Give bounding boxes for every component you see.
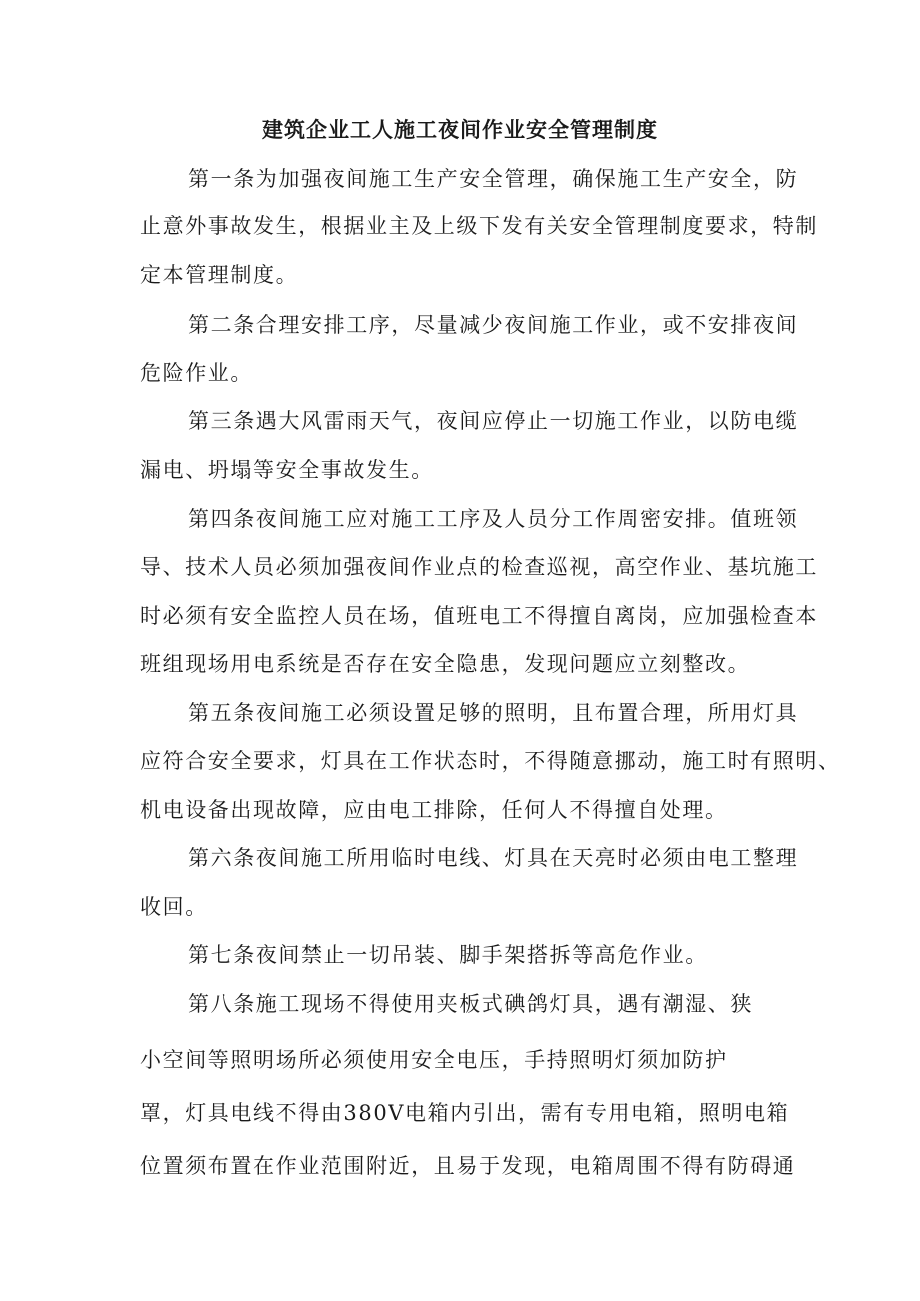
paragraph-line: 第一条为加强夜间施工生产安全管理，确保施工生产安全，防 <box>188 167 799 191</box>
paragraph-line: 应符合安全要求，灯具在工作状态时，不得随意挪动，施工时有照明、 <box>140 749 841 773</box>
paragraph-line: 罩，灯具电线不得由380V电箱内引出，需有专用电箱，照明电箱 <box>140 1101 790 1125</box>
document-title: 建筑企业工人施工夜间作业安全管理制度 <box>262 117 658 142</box>
paragraph-line: 第三条遇大风雷雨天气，夜间应停止一切施工作业，以防电缆 <box>188 409 799 433</box>
paragraph-line: 止意外事故发生，根据业主及上级下发有关安全管理制度要求，特制 <box>140 214 818 238</box>
paragraph-line: 第六条夜间施工所用临时电线、灯具在天亮时必须由电工整理 <box>188 846 799 870</box>
paragraph-line: 小空间等照明场所必须使用安全电压，手持照明灯须加防护 <box>140 1048 728 1072</box>
paragraph-line: 第八条施工现场不得使用夹板式碘鸽灯具，遇有潮湿、狭 <box>188 992 753 1016</box>
paragraph-line: 第四条夜间施工应对施工工序及人员分工作周密安排。值班领 <box>188 507 799 531</box>
paragraph-line: 导、技术人员必须加强夜间作业点的检查巡视，高空作业、基坑施工 <box>140 555 818 579</box>
paragraph-line: 收回。 <box>140 895 208 919</box>
paragraph-line: 班组现场用电系统是否存在安全隐患，发现问题应立刻整改。 <box>140 652 751 676</box>
paragraph-line: 漏电、坍塌等安全事故发生。 <box>140 458 434 482</box>
paragraph-line: 第七条夜间禁止一切吊装、脚手架搭拆等高危作业。 <box>188 943 708 967</box>
paragraph-line: 危险作业。 <box>140 361 253 385</box>
paragraph-line: 机电设备出现故障，应由电工排除，任何人不得擅自处理。 <box>140 798 728 822</box>
paragraph-line: 定本管理制度。 <box>140 263 299 287</box>
paragraph-line: 位置须布置在作业范围附近，且易于发现，电箱周围不得有防碍通 <box>140 1154 796 1178</box>
paragraph-line: 时必须有安全监控人员在场，值班电工不得擅自离岗，应加强检查本 <box>140 604 818 628</box>
paragraph-line: 第二条合理安排工序，尽量减少夜间施工作业，或不安排夜间 <box>188 313 799 337</box>
paragraph-line: 第五条夜间施工必须设置足够的照明，且布置合理，所用灯具 <box>188 701 799 725</box>
